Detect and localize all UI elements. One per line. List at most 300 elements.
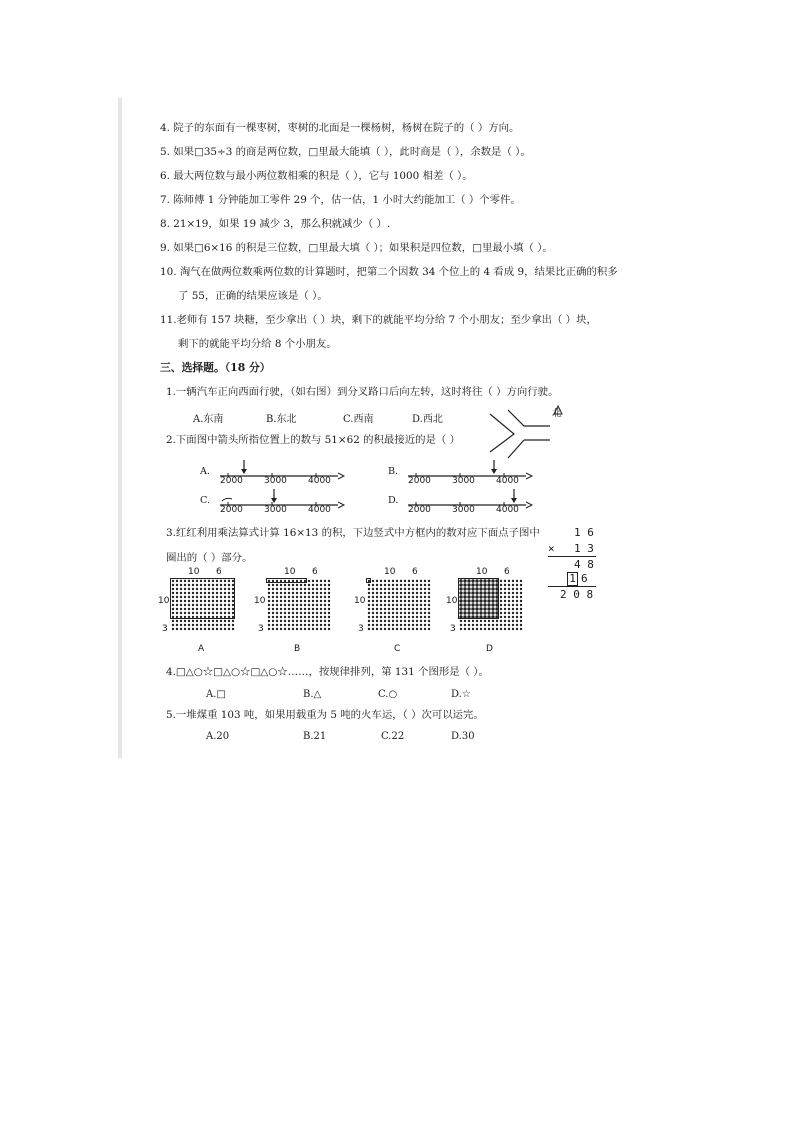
grid-dot: [184, 604, 186, 606]
grid-dot: [520, 580, 522, 582]
grid-dot: [400, 628, 402, 630]
grid-dot: [472, 620, 474, 622]
grid-dot: [268, 580, 270, 582]
grid-dot: [384, 584, 386, 586]
grid-dot: [308, 600, 310, 602]
grid-dot: [204, 620, 206, 622]
grid-dot: [284, 604, 286, 606]
grid-dot: [300, 616, 302, 618]
grid-dot: [463, 595, 466, 598]
grid-dot: [216, 628, 218, 630]
grid-dot: [480, 620, 482, 622]
grid-dot: [424, 592, 426, 594]
grid-dot: [491, 599, 494, 602]
grid-dot: [372, 612, 374, 614]
grid-dot: [188, 584, 190, 586]
grid-dot: [296, 620, 298, 622]
grid-dot: [392, 580, 394, 582]
question-8: 8. 21×19，如果 19 减少 3，那么积就减少（ ）.: [160, 218, 391, 230]
grid-dot: [396, 580, 398, 582]
grid-dot: [463, 603, 466, 606]
grid-dot: [204, 588, 206, 590]
grid-side-bottom-label: 3: [450, 624, 456, 634]
grid-dot: [268, 612, 270, 614]
grid-option-label: B: [294, 644, 301, 654]
grid-dot: [512, 612, 514, 614]
grid-dot: [308, 608, 310, 610]
grid-dot: [488, 624, 490, 626]
grid-dot: [324, 604, 326, 606]
grid-dot: [512, 596, 514, 598]
grid-dot: [516, 580, 518, 582]
grid-dot: [388, 580, 390, 582]
grid-dot: [467, 603, 470, 606]
grid-dot: [280, 608, 282, 610]
grid-dot: [192, 628, 194, 630]
grid-dot: [420, 600, 422, 602]
grid-dot: [459, 591, 462, 594]
grid-dot: [471, 579, 474, 582]
q5-option-a: A.20: [206, 731, 230, 742]
q2-a-tick-2: 3000: [264, 476, 287, 486]
grid-dot: [408, 624, 410, 626]
grid-dot: [200, 592, 202, 594]
grid-dot: [176, 580, 178, 582]
grid-option-label: C: [394, 644, 401, 654]
grid-dot: [176, 616, 178, 618]
grid-dot: [200, 608, 202, 610]
grid-dot: [280, 604, 282, 606]
grid-dot: [416, 604, 418, 606]
grid-dot: [368, 612, 370, 614]
grid-dot: [512, 628, 514, 630]
grid-dot: [463, 599, 466, 602]
grid-dot: [228, 588, 230, 590]
grid-dot: [224, 600, 226, 602]
grid-dot: [380, 584, 382, 586]
grid-dot: [396, 588, 398, 590]
grid-dot: [479, 611, 482, 614]
grid-dot: [180, 584, 182, 586]
grid-dot: [296, 584, 298, 586]
grid-dot: [220, 628, 222, 630]
grid-dot: [212, 624, 214, 626]
grid-dot: [312, 612, 314, 614]
grid-dot: [320, 584, 322, 586]
grid-dot: [392, 608, 394, 610]
grid-dot: [316, 584, 318, 586]
grid-dot: [208, 592, 210, 594]
grid-dot: [308, 628, 310, 630]
grid-dot: [392, 624, 394, 626]
grid-dot: [404, 612, 406, 614]
grid-dot: [184, 620, 186, 622]
grid-dot: [464, 620, 466, 622]
grid-dot: [304, 612, 306, 614]
grid-dot: [276, 612, 278, 614]
grid-dot: [475, 599, 478, 602]
grid-dot: [396, 608, 398, 610]
grid-dot: [471, 595, 474, 598]
grid-dot: [328, 620, 330, 622]
grid-dot: [172, 580, 174, 582]
grid-dot: [320, 620, 322, 622]
grid-dot: [467, 579, 470, 582]
grid-dot: [276, 628, 278, 630]
grid-dot: [487, 607, 490, 610]
grid-dot: [320, 600, 322, 602]
grid-dot: [520, 624, 522, 626]
grid-dot: [500, 620, 502, 622]
grid-dot: [376, 584, 378, 586]
grid-dot: [232, 596, 234, 598]
grid-dot: [424, 608, 426, 610]
grid-dot: [204, 616, 206, 618]
grid-dot: [272, 608, 274, 610]
grid-dot: [504, 620, 506, 622]
q2-b-tick-3: 4000: [496, 476, 519, 486]
grid-dot: [320, 604, 322, 606]
grid-dot: [388, 604, 390, 606]
grid-dot: [380, 608, 382, 610]
grid-dot: [268, 584, 270, 586]
grid-dot: [200, 600, 202, 602]
grid-top-right-label: 6: [412, 567, 418, 577]
q1-option-a: A.东南: [193, 414, 224, 425]
grid-dot: [384, 592, 386, 594]
grid-dot: [276, 620, 278, 622]
grid-dot: [288, 580, 290, 582]
grid-dot: [188, 624, 190, 626]
grid-dot: [400, 596, 402, 598]
q4-option-b: B.△: [303, 689, 322, 700]
grid-dot: [192, 616, 194, 618]
grid-dot: [388, 596, 390, 598]
grid-dot: [180, 592, 182, 594]
grid-dot: [288, 600, 290, 602]
grid-dot: [475, 587, 478, 590]
question-5: 5. 如果□35÷3 的商是两位数，□里最大能填（ ），此时商是（ ），余数是（ ）。: [160, 146, 531, 158]
grid-dot: [172, 624, 174, 626]
grid-dot: [396, 612, 398, 614]
grid-dot: [208, 616, 210, 618]
grid-dot: [284, 584, 286, 586]
grid-dot: [268, 616, 270, 618]
grid-dot: [184, 592, 186, 594]
grid-dot: [232, 628, 234, 630]
grid-dot: [304, 620, 306, 622]
grid-dot: [228, 612, 230, 614]
q2-panel-d-label: D.: [388, 495, 399, 506]
grid-dot: [508, 600, 510, 602]
grid-dot: [408, 616, 410, 618]
grid-dot: [212, 592, 214, 594]
grid-dot: [428, 604, 430, 606]
grid-dot: [216, 620, 218, 622]
grid-side-bottom-label: 3: [162, 624, 168, 634]
grid-dot: [304, 608, 306, 610]
grid-dot: [400, 616, 402, 618]
grid-dot: [420, 620, 422, 622]
grid-dot: [204, 580, 206, 582]
grid-dot: [228, 580, 230, 582]
grid-dot: [272, 620, 274, 622]
grid-dot: [483, 591, 486, 594]
grid-dot: [512, 592, 514, 594]
grid-dot: [459, 587, 462, 590]
grid-dot: [192, 600, 194, 602]
grid-dot: [288, 624, 290, 626]
grid-dot: [304, 596, 306, 598]
grid-dot: [220, 596, 222, 598]
grid-dot: [408, 596, 410, 598]
grid-dot: [404, 600, 406, 602]
grid-dot: [508, 620, 510, 622]
grid-dot: [404, 596, 406, 598]
grid-dot: [180, 608, 182, 610]
grid-dot: [479, 599, 482, 602]
grid-dot: [408, 592, 410, 594]
calc-result: 2 0 8: [560, 588, 594, 601]
grid-dot: [216, 588, 218, 590]
grid-dot: [483, 595, 486, 598]
grid-dot: [304, 624, 306, 626]
grid-dot: [463, 607, 466, 610]
grid-dot: [276, 592, 278, 594]
grid-dot: [471, 607, 474, 610]
grid-dot: [188, 604, 190, 606]
grid-dot: [276, 596, 278, 598]
grid-dot: [380, 612, 382, 614]
grid-dot: [172, 616, 174, 618]
grid-dot: [296, 596, 298, 598]
grid-dot: [504, 596, 506, 598]
grid-dot: [376, 624, 378, 626]
dot-grid-c: [366, 578, 436, 636]
grid-dot: [512, 620, 514, 622]
grid-dot: [500, 608, 502, 610]
grid-dot: [368, 616, 370, 618]
grid-dot: [412, 608, 414, 610]
q2-c-tick-3: 4000: [308, 505, 331, 515]
grid-dot: [284, 612, 286, 614]
grid-dot: [276, 604, 278, 606]
grid-dot: [232, 620, 234, 622]
grid-dot: [520, 592, 522, 594]
grid-dot: [292, 620, 294, 622]
grid-dot: [508, 628, 510, 630]
grid-dot: [308, 616, 310, 618]
grid-dot: [396, 624, 398, 626]
grid-dot: [272, 624, 274, 626]
grid-dot: [384, 588, 386, 590]
grid-dot: [272, 616, 274, 618]
grid-dot: [212, 620, 214, 622]
grid-dot: [412, 624, 414, 626]
grid-dot: [516, 616, 518, 618]
grid-dot: [404, 624, 406, 626]
grid-dot: [284, 588, 286, 590]
grid-dot: [180, 628, 182, 630]
grid-dot: [463, 583, 466, 586]
grid-dot: [388, 588, 390, 590]
grid-dot: [216, 600, 218, 602]
grid-dot: [180, 588, 182, 590]
grid-dot: [324, 580, 326, 582]
grid-dot: [176, 628, 178, 630]
grid-dot: [196, 588, 198, 590]
grid-dot: [468, 624, 470, 626]
grid-dot: [200, 596, 202, 598]
grid-dot: [272, 588, 274, 590]
grid-top-left-label: 10: [284, 567, 296, 577]
grid-dot: [176, 588, 178, 590]
grid-dot: [308, 624, 310, 626]
grid-dot: [176, 596, 178, 598]
grid-dot: [408, 600, 410, 602]
grid-dot: [204, 628, 206, 630]
grid-dot: [508, 616, 510, 618]
grid-dot: [376, 600, 378, 602]
grid-dot: [508, 612, 510, 614]
grid-dot: [312, 620, 314, 622]
grid-dot: [192, 580, 194, 582]
grid-dot: [284, 580, 286, 582]
grid-dot: [376, 628, 378, 630]
grid-dot: [392, 588, 394, 590]
grid-dot: [232, 584, 234, 586]
grid-dot: [392, 628, 394, 630]
grid-dot: [416, 620, 418, 622]
q1-option-c: C.西南: [343, 414, 374, 425]
grid-dot: [188, 600, 190, 602]
grid-dot: [172, 584, 174, 586]
grid-dot: [292, 604, 294, 606]
grid-dot: [467, 595, 470, 598]
grid-dot: [216, 596, 218, 598]
grid-dot: [483, 607, 486, 610]
grid-dot: [324, 596, 326, 598]
grid-dot: [459, 595, 462, 598]
grid-dot: [520, 604, 522, 606]
grid-dot: [388, 624, 390, 626]
grid-dot: [388, 608, 390, 610]
grid-dot: [284, 596, 286, 598]
grid-dot: [188, 580, 190, 582]
choice-q2-text: 2.下面图中箭头所指位置上的数与 51×62 的积最接近的是（ ）: [166, 434, 460, 446]
grid-dot: [463, 587, 466, 590]
grid-dot: [467, 607, 470, 610]
grid-dot: [372, 588, 374, 590]
grid-dot: [368, 580, 370, 582]
grid-dot: [392, 584, 394, 586]
calc-partial1: 4 8: [574, 558, 594, 571]
grid-dot: [508, 608, 510, 610]
grid-dot: [228, 600, 230, 602]
grid-dot: [196, 616, 198, 618]
grid-dot: [320, 580, 322, 582]
grid-dot: [172, 612, 174, 614]
grid-dot: [520, 628, 522, 630]
grid-dot: [376, 604, 378, 606]
grid-dot: [408, 612, 410, 614]
grid-top-left-label: 10: [188, 567, 200, 577]
grid-dot: [232, 580, 234, 582]
grid-dot: [200, 612, 202, 614]
grid-dot: [396, 596, 398, 598]
grid-dot: [324, 624, 326, 626]
q2-d-tick-2: 3000: [452, 505, 475, 515]
choice-q1-text: 1.一辆汽车正向西面行驶，（如右图）到分叉路口后向左转，这时将往（ ）方向行驶。: [166, 386, 559, 398]
grid-dot: [308, 580, 310, 582]
grid-dot: [512, 600, 514, 602]
grid-dot: [328, 592, 330, 594]
grid-dot: [268, 596, 270, 598]
grid-dot: [300, 604, 302, 606]
question-10-line1: 10. 淘气在做两位数乘两位数的计算题时，把第二个因数 34 个位上的 4 看成 9，结果比正确的积多: [160, 266, 618, 278]
grid-dot: [516, 588, 518, 590]
grid-dot: [380, 588, 382, 590]
grid-dot: [208, 588, 210, 590]
q5-option-d: D.30: [451, 731, 475, 742]
grid-dot: [296, 600, 298, 602]
grid-dot: [460, 624, 462, 626]
grid-dot: [304, 584, 306, 586]
question-9: 9. 如果□6×16 的积是三位数，□里最大填（ ）；如果积是四位数，□里最小填（ ）。: [160, 242, 553, 254]
grid-dot: [476, 620, 478, 622]
q5-option-c: C.22: [381, 731, 405, 742]
grid-dot: [280, 628, 282, 630]
grid-dot: [208, 600, 210, 602]
grid-dot: [480, 624, 482, 626]
grid-dot: [220, 604, 222, 606]
grid-dot: [188, 592, 190, 594]
grid-dot: [288, 620, 290, 622]
grid-dot: [292, 624, 294, 626]
grid-dot: [516, 608, 518, 610]
grid-dot: [504, 580, 506, 582]
grid-dot: [228, 608, 230, 610]
grid-dot: [372, 600, 374, 602]
grid-dot: [404, 608, 406, 610]
grid-dot: [276, 608, 278, 610]
grid-dot: [368, 596, 370, 598]
grid-dot: [416, 608, 418, 610]
grid-dot: [224, 608, 226, 610]
grid-dot: [520, 620, 522, 622]
grid-dot: [180, 616, 182, 618]
grid-dot: [292, 612, 294, 614]
grid-dot: [504, 624, 506, 626]
grid-dot: [508, 604, 510, 606]
grid-dot: [188, 596, 190, 598]
grid-dot: [224, 584, 226, 586]
question-7: 7. 陈师傅 1 分钟能加工零件 29 个，估一估，1 小时大约能加工（ ）个零件。: [160, 194, 521, 206]
grid-dot: [487, 591, 490, 594]
grid-dot: [300, 624, 302, 626]
grid-dot: [520, 612, 522, 614]
grid-dot: [328, 604, 330, 606]
grid-dot: [228, 604, 230, 606]
grid-dot: [176, 620, 178, 622]
grid-dot: [520, 616, 522, 618]
grid-dot: [400, 592, 402, 594]
grid-dot: [292, 608, 294, 610]
grid-dot: [328, 612, 330, 614]
grid-dot: [204, 604, 206, 606]
grid-dot: [176, 592, 178, 594]
grid-dot: [312, 580, 314, 582]
